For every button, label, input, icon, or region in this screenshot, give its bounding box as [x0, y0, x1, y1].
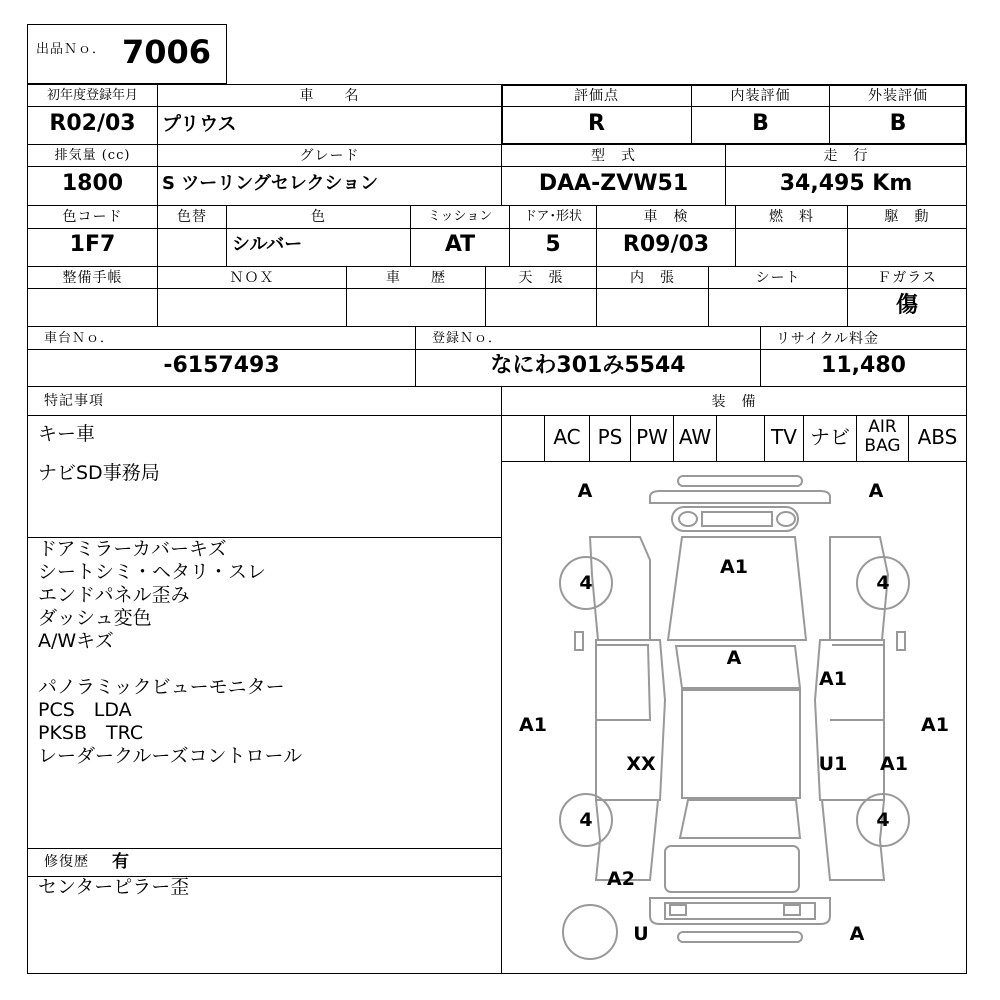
note-line: PCS LDA: [38, 699, 132, 721]
mileage-label: 走 行: [823, 148, 869, 164]
grille: [672, 507, 798, 531]
glass-label: Ｆガラス: [877, 270, 937, 286]
color-value: シルバー: [232, 234, 303, 255]
interior-trim-label: 内 張: [630, 270, 675, 286]
rear-bumper-bottom: [678, 932, 802, 942]
damage-rear-left-corner: U: [633, 923, 649, 945]
note-line: パノラミックビューモニター: [38, 676, 285, 698]
exterior-score-value: B: [889, 111, 907, 136]
front-bumper-top: [678, 476, 802, 486]
damage-front-right-corner: A: [868, 480, 884, 502]
equipment-item: PW: [636, 425, 668, 449]
tire-fr-value: 4: [876, 572, 890, 594]
glass-value: 傷: [895, 293, 918, 318]
right-mirror: [897, 632, 905, 650]
exterior-score-label: 外装評価: [868, 88, 928, 104]
spare-tire: [563, 905, 617, 959]
damage-hood: A1: [720, 556, 748, 578]
note-line: ダッシュ変色: [38, 607, 152, 629]
history-label: 車 歴: [386, 270, 446, 286]
service-book-label: 整備手帳: [62, 270, 123, 286]
tire-rr-value: 4: [876, 809, 890, 831]
interior-score-label: 内装評価: [730, 88, 791, 104]
first-reg-label: 初年度登録年月: [46, 88, 138, 103]
left-headlight: [679, 512, 697, 526]
damage-rear-right-corner: A: [849, 923, 865, 945]
inspection-value: R09/03: [622, 232, 710, 257]
repair-label: 修復歴: [44, 854, 89, 870]
damage-right-side: A1: [921, 714, 949, 736]
chassis-label: 車台Ｎｏ．: [44, 331, 115, 346]
doors-label: ドア･形状: [523, 209, 583, 224]
note-line: エンドパネル歪み: [38, 584, 190, 606]
plate-label: 登録Ｎｏ．: [432, 331, 503, 346]
right-rear-fender: [822, 800, 884, 880]
color-label: 色: [311, 209, 326, 225]
equipment-item: ナビ: [810, 425, 850, 449]
model-value: DAA-ZVW51: [538, 171, 689, 196]
fuel-label: 燃 料: [769, 209, 814, 225]
damage-right-rear-side: A1: [880, 753, 908, 775]
trunk: [665, 846, 799, 892]
left-taillight: [670, 905, 686, 915]
note-line: PKSB TRC: [38, 722, 144, 744]
equipment-item: AC: [553, 425, 581, 449]
damage-right-front-fender: A1: [819, 668, 847, 690]
car-diagram: [502, 462, 966, 973]
lot-number: 7006: [122, 33, 212, 71]
equipment-item: AIR BAG: [864, 417, 901, 456]
rear-window: [680, 800, 800, 838]
mileage-value: 34,495 Km: [779, 171, 913, 196]
displacement-value: 1800: [61, 171, 124, 196]
notes-label: 特記事項: [44, 393, 104, 409]
drive-label: 駆 動: [884, 209, 930, 225]
right-headlight: [777, 512, 795, 526]
equipment-item: ABS: [917, 425, 958, 449]
score-label: 評価点: [574, 88, 619, 104]
note-line: レーダークルーズコントロール: [38, 745, 303, 767]
left-front-fender: [590, 537, 650, 640]
repaint-label: 色替: [177, 209, 207, 225]
right-taillight: [784, 905, 800, 915]
note-line: ドアミラーカバーキズ: [38, 538, 227, 560]
recycle-label: リサイクル料金: [776, 331, 880, 347]
seat-label: シート: [755, 270, 801, 286]
lot-label: 出品Ｎｏ．: [36, 42, 107, 57]
nox-label: ＮＯＸ: [229, 270, 275, 286]
note-line: シートシミ・ヘタリ・スレ: [38, 561, 267, 583]
rear-bumper: [650, 898, 830, 924]
damage-front-left-corner: A: [577, 480, 593, 502]
score-value: R: [588, 111, 605, 136]
displacement-label: 排気量 (cc): [54, 148, 131, 163]
hood: [668, 537, 806, 640]
inspection-label: 車 検: [643, 209, 689, 225]
damage-left-side: A1: [519, 714, 547, 736]
color-code-label: 色コード: [62, 209, 123, 225]
equipment-item: TV: [771, 425, 797, 449]
damage-left-pillar: XX: [626, 753, 656, 775]
recycle-value: 11,480: [821, 353, 906, 378]
left-door-line: [596, 645, 650, 720]
repair-note: センターピラー歪: [38, 876, 190, 898]
roof: [682, 690, 800, 798]
equipment-label: 装 備: [711, 394, 757, 410]
equipment-item: PS: [597, 425, 623, 449]
plate-value: なにわ301み5544: [490, 353, 686, 378]
damage-left-rear: A2: [607, 868, 635, 890]
tire-rl-value: 4: [579, 809, 593, 831]
first-reg-value: R02/03: [49, 111, 136, 136]
damage-right-pillar: U1: [818, 753, 848, 775]
mission-label: ミッション: [427, 209, 493, 224]
model-label: 型 式: [591, 148, 636, 164]
note-line: A/Wキズ: [38, 630, 114, 652]
color-code-value: 1F7: [69, 232, 116, 257]
damage-windshield: A: [726, 647, 742, 669]
grade-value: S ツーリングセレクション: [162, 173, 379, 194]
interior-score-value: B: [752, 111, 769, 136]
car-name-value: プリウス: [162, 113, 237, 135]
doors-value: 5: [545, 232, 561, 257]
equipment-item: AW: [678, 425, 712, 449]
front-bumper: [650, 491, 830, 503]
chassis-value: -6157493: [163, 353, 280, 378]
note-line: キー車: [38, 423, 96, 445]
left-mirror: [575, 632, 583, 650]
repair-value: 有: [112, 852, 129, 872]
front-plate: [702, 512, 772, 526]
tire-fl-value: 4: [579, 572, 593, 594]
note-line: ナビSD事務局: [38, 462, 160, 484]
sunroof-label: 天 張: [518, 270, 564, 286]
mission-value: AT: [444, 232, 476, 257]
car-name-label: 車 名: [299, 88, 360, 104]
grade-label: グレード: [299, 148, 360, 164]
